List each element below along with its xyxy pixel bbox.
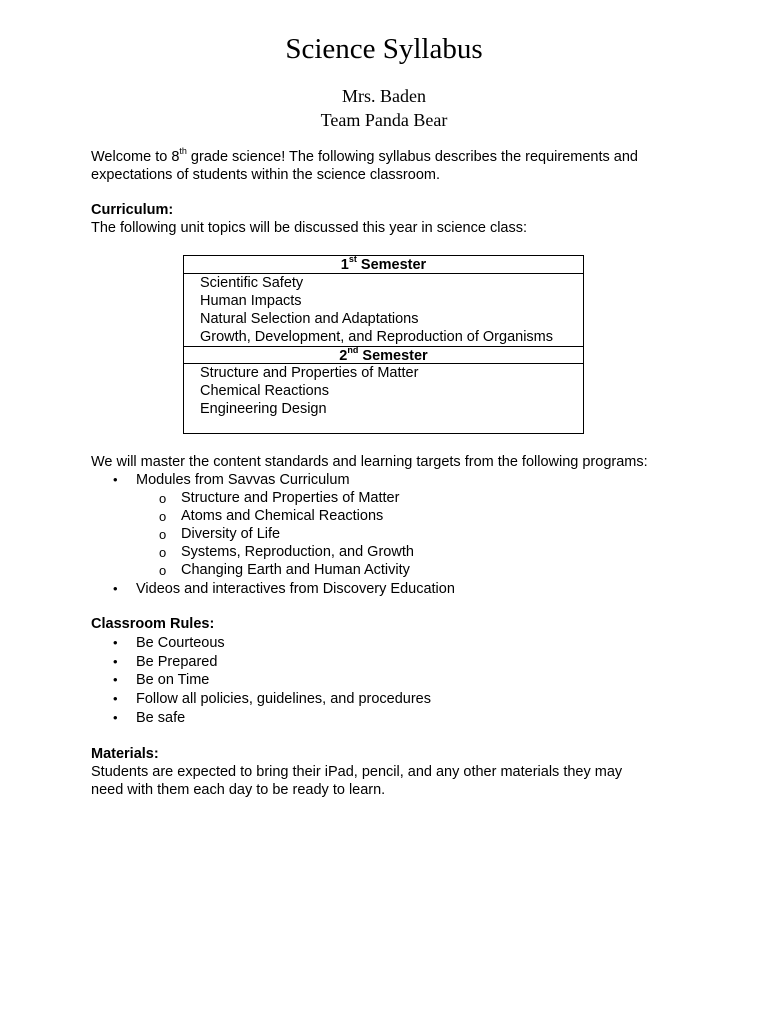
rule-item: Be Prepared (136, 654, 218, 670)
bullet-icon: • (113, 635, 118, 650)
program-item: Modules from Savvas Curriculum (136, 472, 350, 488)
curriculum-description: The following unit topics will be discussed this year in science class: (91, 220, 528, 236)
program-item: Videos and interactives from Discovery Education (136, 581, 455, 597)
teacher-name: Mrs. Baden (342, 86, 426, 106)
semester-1-topic: Natural Selection and Adaptations (200, 311, 419, 327)
semester-2-topic: Structure and Properties of Matter (200, 365, 419, 381)
intro-text-after: grade science! The following syllabus describes the requirements and (186, 149, 638, 165)
bullet-icon: • (113, 691, 118, 706)
semester-2-header (184, 346, 583, 364)
materials-line-1: Students are expected to bring their iPad, pencil, and any other materials they may (91, 764, 623, 780)
programs-intro: We will master the content standards and learning targets from the following programs: (91, 454, 648, 470)
rule-item: Follow all policies, guidelines, and procedures (136, 691, 431, 707)
sub-bullet-icon: o (159, 545, 167, 560)
materials-heading: Materials: (91, 746, 159, 762)
semester-2-topic: Chemical Reactions (200, 383, 329, 399)
intro-line-2: expectations of students within the science classroom. (91, 167, 440, 183)
intro-line-1 (91, 148, 638, 166)
bullet-icon: • (113, 654, 118, 669)
curriculum-heading: Curriculum: (91, 202, 174, 218)
bullet-icon: • (113, 710, 118, 725)
program-subitem: Changing Earth and Human Activity (181, 562, 410, 578)
semester-2-number: 2 (339, 348, 348, 364)
sub-bullet-icon: o (159, 527, 167, 542)
page-title: Science Syllabus (285, 33, 483, 65)
rule-item: Be safe (136, 710, 186, 726)
semester-1-topic: Growth, Development, and Reproduction of Organisms (200, 329, 554, 345)
materials-line-2: need with them each day to be ready to learn. (91, 782, 386, 798)
rules-heading: Classroom Rules: (91, 616, 215, 632)
rule-item: Be on Time (136, 672, 210, 688)
curriculum-table (183, 255, 584, 434)
bullet-icon: • (113, 472, 118, 487)
intro-text-before: Welcome to 8 (91, 149, 180, 165)
semester-2-label: Semester (358, 348, 428, 364)
bullet-icon: • (113, 581, 118, 596)
sub-bullet-icon: o (159, 509, 167, 524)
semester-1-header (184, 256, 583, 274)
semester-2-topic: Engineering Design (200, 401, 327, 417)
semester-1-label: Semester (356, 257, 427, 273)
rule-item: Be Courteous (136, 635, 225, 651)
semester-1-superscript: st (348, 254, 357, 265)
program-subitem: Systems, Reproduction, and Growth (181, 544, 414, 560)
semester-1-topic: Scientific Safety (200, 275, 304, 291)
semester-1-number: 1 (340, 257, 349, 273)
sub-bullet-icon: o (159, 563, 167, 578)
sub-bullet-icon: o (159, 491, 167, 506)
team-name: Team Panda Bear (320, 110, 448, 130)
program-subitem: Diversity of Life (181, 526, 281, 542)
semester-1-topic: Human Impacts (200, 293, 302, 309)
program-subitem: Structure and Properties of Matter (181, 490, 400, 506)
intro-superscript: th (179, 146, 187, 157)
bullet-icon: • (113, 672, 118, 687)
program-subitem: Atoms and Chemical Reactions (181, 508, 384, 524)
semester-2-superscript: nd (347, 345, 359, 356)
